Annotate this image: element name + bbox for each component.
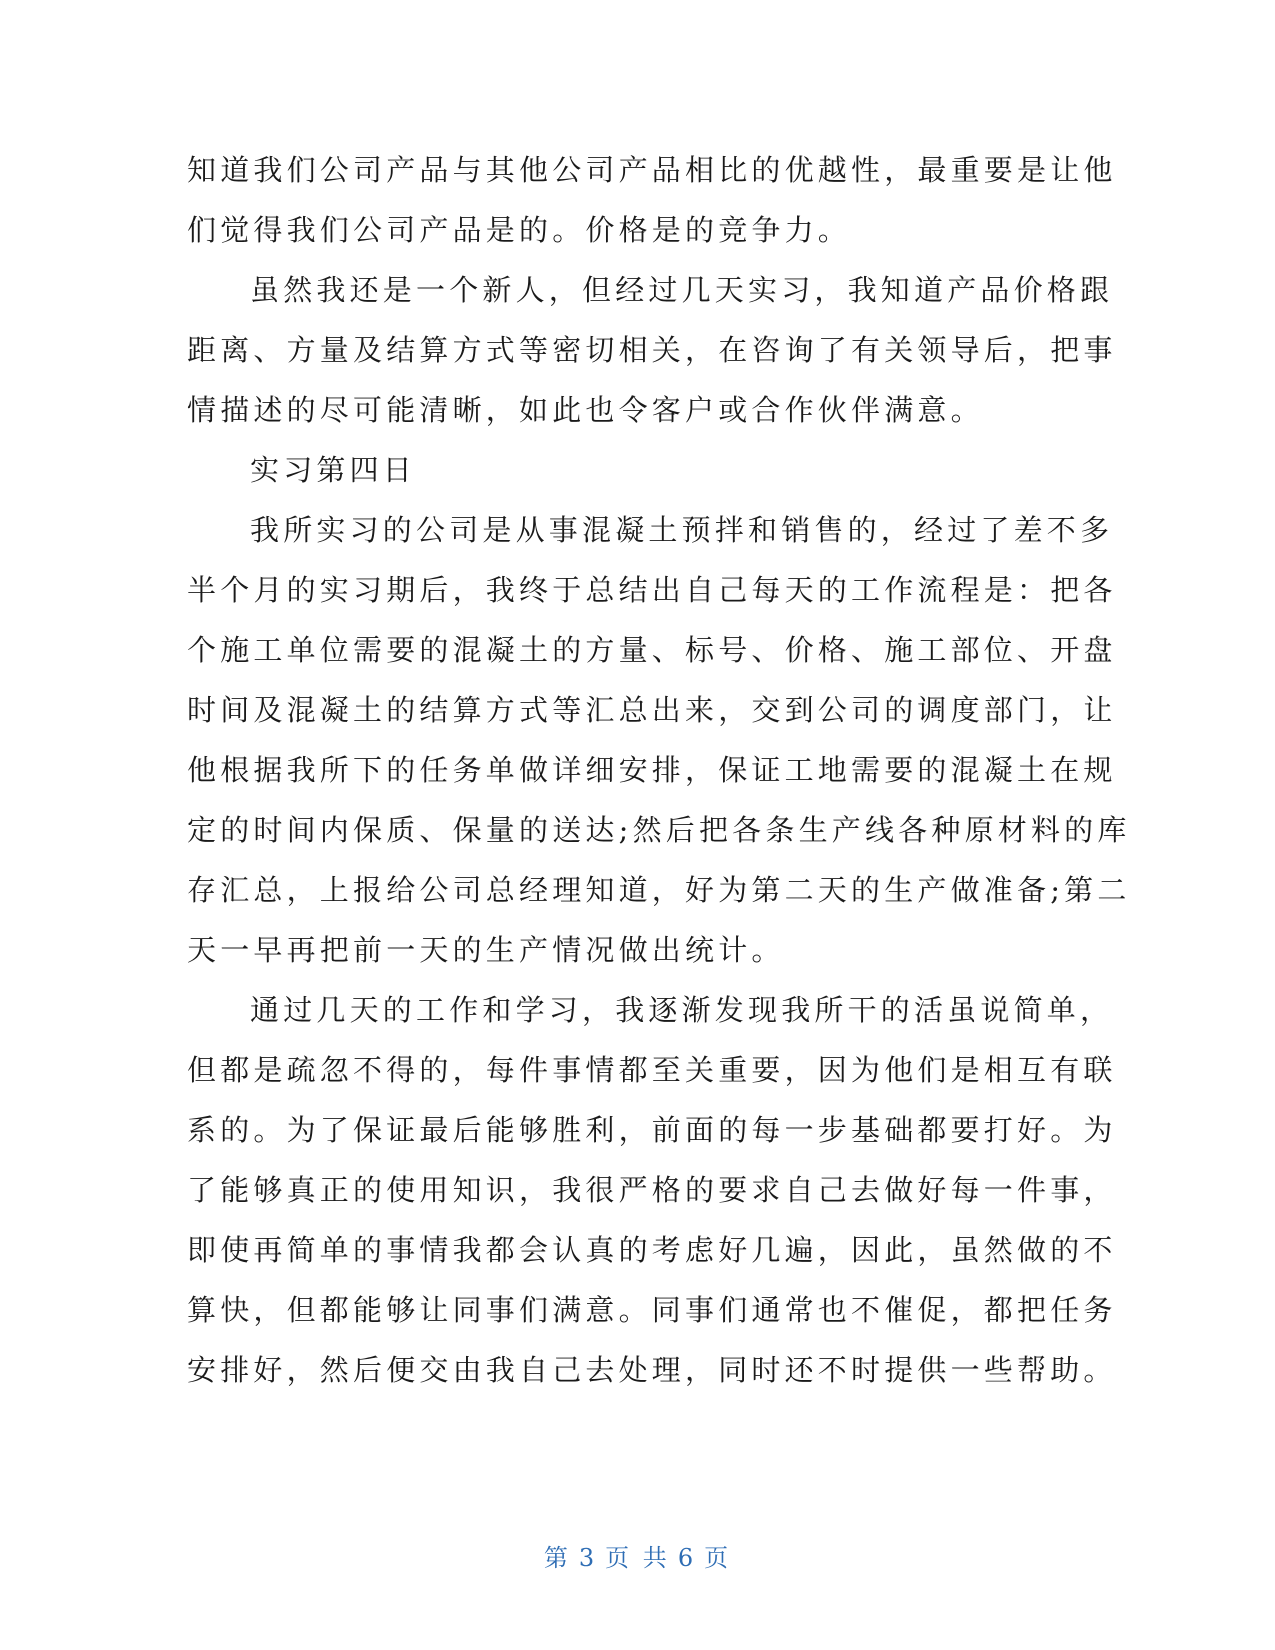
text-line: 知道我们公司产品与其他公司产品相比的优越性，最重要是让他 xyxy=(187,153,1117,187)
text-line: 但都是疏忽不得的，每件事情都至关重要，因为他们是相互有联 xyxy=(187,1053,1117,1087)
heading-text: 实习第四日 xyxy=(250,453,417,487)
text-line: 他根据我所下的任务单做详细安排，保证工地需要的混凝土在规 xyxy=(187,753,1117,787)
page-number-footer xyxy=(0,1538,1275,1573)
paragraph xyxy=(187,140,1117,260)
text-line: 定的时间内保质、保量的送达;然后把各条生产线各种原材料的库 xyxy=(187,813,1131,847)
paragraph xyxy=(187,980,1117,1400)
text-line: 我所实习的公司是从事混凝土预拌和销售的，经过了差不多 xyxy=(250,513,1114,547)
text-line: 时间及混凝土的结算方式等汇总出来，交到公司的调度部门，让 xyxy=(187,693,1117,727)
document-body xyxy=(187,140,1131,1400)
text-line: 系的。为了保证最后能够胜利，前面的每一步基础都要打好。为 xyxy=(187,1113,1117,1147)
text-line: 距离、方量及结算方式等密切相关，在咨询了有关领导后，把事 xyxy=(187,333,1117,367)
text-line: 们觉得我们公司产品是的。价格是的竞争力。 xyxy=(187,213,852,247)
text-line: 通过几天的工作和学习，我逐渐发现我所干的活虽说简单， xyxy=(250,993,1114,1027)
text-line: 天一早再把前一天的生产情况做出统计。 xyxy=(187,933,785,967)
total-page-number: 6 xyxy=(677,1544,697,1572)
text-line: 安排好，然后便交由我自己去处理，同时还不时提供一些帮助。 xyxy=(187,1353,1117,1387)
text-line: 即使再简单的事情我都会认真的考虑好几遍，因此，虽然做的不 xyxy=(187,1233,1117,1267)
text-line: 虽然我还是一个新人，但经过几天实习，我知道产品价格跟 xyxy=(250,273,1114,307)
footer-prefix: 第 xyxy=(543,1544,571,1572)
text-line: 半个月的实习期后，我终于总结出自己每天的工作流程是：把各 xyxy=(187,573,1117,607)
footer-middle: 页 共 xyxy=(605,1544,670,1572)
text-line: 了能够真正的使用知识，我很严格的要求自己去做好每一件事， xyxy=(187,1173,1117,1207)
text-line: 算快，但都能够让同事们满意。同事们通常也不催促，都把任务 xyxy=(187,1293,1117,1327)
current-page-number: 3 xyxy=(578,1544,598,1572)
text-line: 存汇总，上报给公司总经理知道，好为第二天的生产做准备;第二 xyxy=(187,873,1131,907)
paragraph xyxy=(187,500,1131,980)
text-line: 个施工单位需要的混凝土的方量、标号、价格、施工部位、开盘 xyxy=(187,633,1117,667)
footer-suffix: 页 xyxy=(704,1544,732,1572)
section-heading xyxy=(187,440,1067,500)
paragraph xyxy=(187,260,1117,440)
text-line: 情描述的尽可能清晰，如此也令客户或合作伙伴满意。 xyxy=(187,393,984,427)
